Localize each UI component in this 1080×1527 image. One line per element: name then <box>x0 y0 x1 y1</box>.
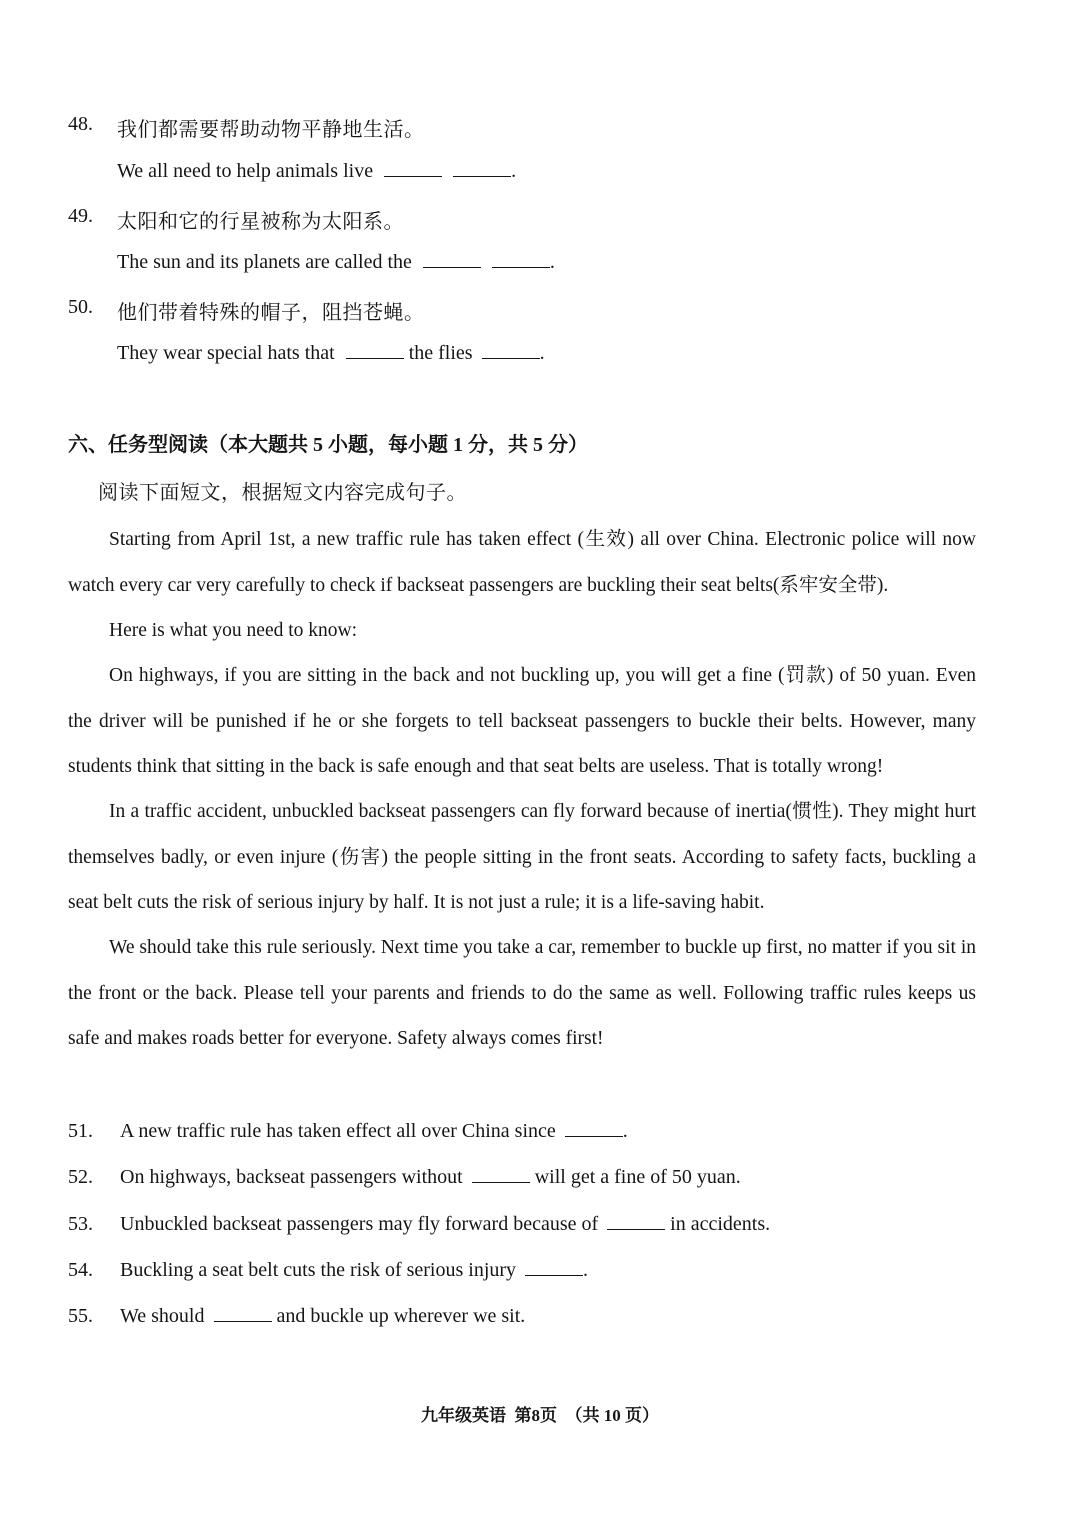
question-text-end: and buckle up wherever we sit. <box>276 1305 526 1327</box>
section-title: 六、任务型阅读（本大题共 5 小题，每小题 1 分，共 5 分） <box>68 434 588 456</box>
answer-blank[interactable] <box>525 1259 583 1276</box>
question-number: 53. <box>68 1213 93 1235</box>
passage-paragraph: Starting from April 1st, a new traffic rule has taken effect (生效) all over China. Electronic police will now watch every car very carefully to check if backseat passengers are buckling their seat belts(系牢安全带). <box>68 529 976 596</box>
answer-blank[interactable] <box>423 251 481 268</box>
question-text: On highways, backseat passengers without <box>120 1166 463 1188</box>
question-number: 52. <box>68 1166 93 1188</box>
sentence-end: . <box>549 251 555 273</box>
question-text-end: . <box>583 1259 589 1281</box>
sentence-end: . <box>539 342 545 364</box>
english-sentence <box>117 342 545 365</box>
sentence-text: The sun and its planets are called the <box>117 251 412 273</box>
sentence-end: . <box>511 160 517 182</box>
section-instruction: 阅读下面短文，根据短文内容完成句子。 <box>98 482 467 504</box>
answer-blank[interactable] <box>214 1305 272 1322</box>
chinese-sentence: 我们都需要帮助动物平静地生活。 <box>117 119 425 141</box>
english-sentence <box>117 251 555 274</box>
answer-blank[interactable] <box>607 1213 665 1230</box>
question-text-end: . <box>622 1120 628 1142</box>
question-item <box>68 1213 770 1236</box>
question-text: We should <box>120 1305 205 1327</box>
answer-blank[interactable] <box>453 160 511 177</box>
question-item <box>68 1120 628 1143</box>
sentence-text: the flies <box>408 342 473 364</box>
answer-blank[interactable] <box>472 1166 530 1183</box>
answer-blank[interactable] <box>482 342 540 359</box>
question-item <box>68 1305 525 1328</box>
question-text: Buckling a seat belt cuts the risk of serious injury <box>120 1259 517 1281</box>
passage-paragraph: Here is what you need to know: <box>109 620 358 641</box>
question-number: 49. <box>68 205 93 227</box>
page-footer: 九年级英语 第8页 （共 10 页） <box>421 1406 659 1425</box>
sentence-text: They wear special hats that <box>117 342 335 364</box>
answer-blank[interactable] <box>384 160 442 177</box>
question-text-end: in accidents. <box>670 1213 771 1235</box>
english-sentence <box>117 160 516 183</box>
question-item <box>68 1166 741 1189</box>
passage-paragraph: On highways, if you are sitting in the back and not buckling up, you will get a fine (罚款) of 50 yuan. Even the driver will be punished if he or she forgets to tell backseat passengers to buckle their belts. However, many students think that sitting in the back is safe enough and that seat belts are useless. That is totally wrong! <box>68 665 976 777</box>
question-number: 54. <box>68 1259 93 1281</box>
question-text: A new traffic rule has taken effect all over China since <box>120 1120 556 1142</box>
question-number: 48. <box>68 113 93 135</box>
answer-blank[interactable] <box>565 1120 623 1137</box>
chinese-sentence: 太阳和它的行星被称为太阳系。 <box>117 211 404 233</box>
question-number: 51. <box>68 1120 93 1142</box>
passage-paragraph: In a traffic accident, unbuckled backseat passengers can fly forward because of inertia(惯性). They might hurt themselves badly, or even injure (伤害) the people sitting in the front seats. According to safety facts, buckling a seat belt cuts the risk of serious injury by half. It is not just a rule; it is a life-saving habit. <box>68 801 976 913</box>
question-text: Unbuckled backseat passengers may fly forward because of <box>120 1213 599 1235</box>
question-text-end: will get a fine of 50 yuan. <box>534 1166 741 1188</box>
sentence-text: We all need to help animals live <box>117 160 374 182</box>
question-item <box>68 1259 588 1282</box>
answer-blank[interactable] <box>492 251 550 268</box>
passage-paragraph: We should take this rule seriously. Next time you take a car, remember to buckle up first, no matter if you sit in the front or the back. Please tell your parents and friends to do the same as well. Following traffic rules keeps us safe and makes roads better for everyone. Safety always comes first! <box>68 937 976 1049</box>
answer-blank[interactable] <box>346 342 404 359</box>
question-number: 50. <box>68 296 93 318</box>
chinese-sentence: 他们带着特殊的帽子，阻挡苍蝇。 <box>117 302 425 324</box>
question-number: 55. <box>68 1305 93 1327</box>
